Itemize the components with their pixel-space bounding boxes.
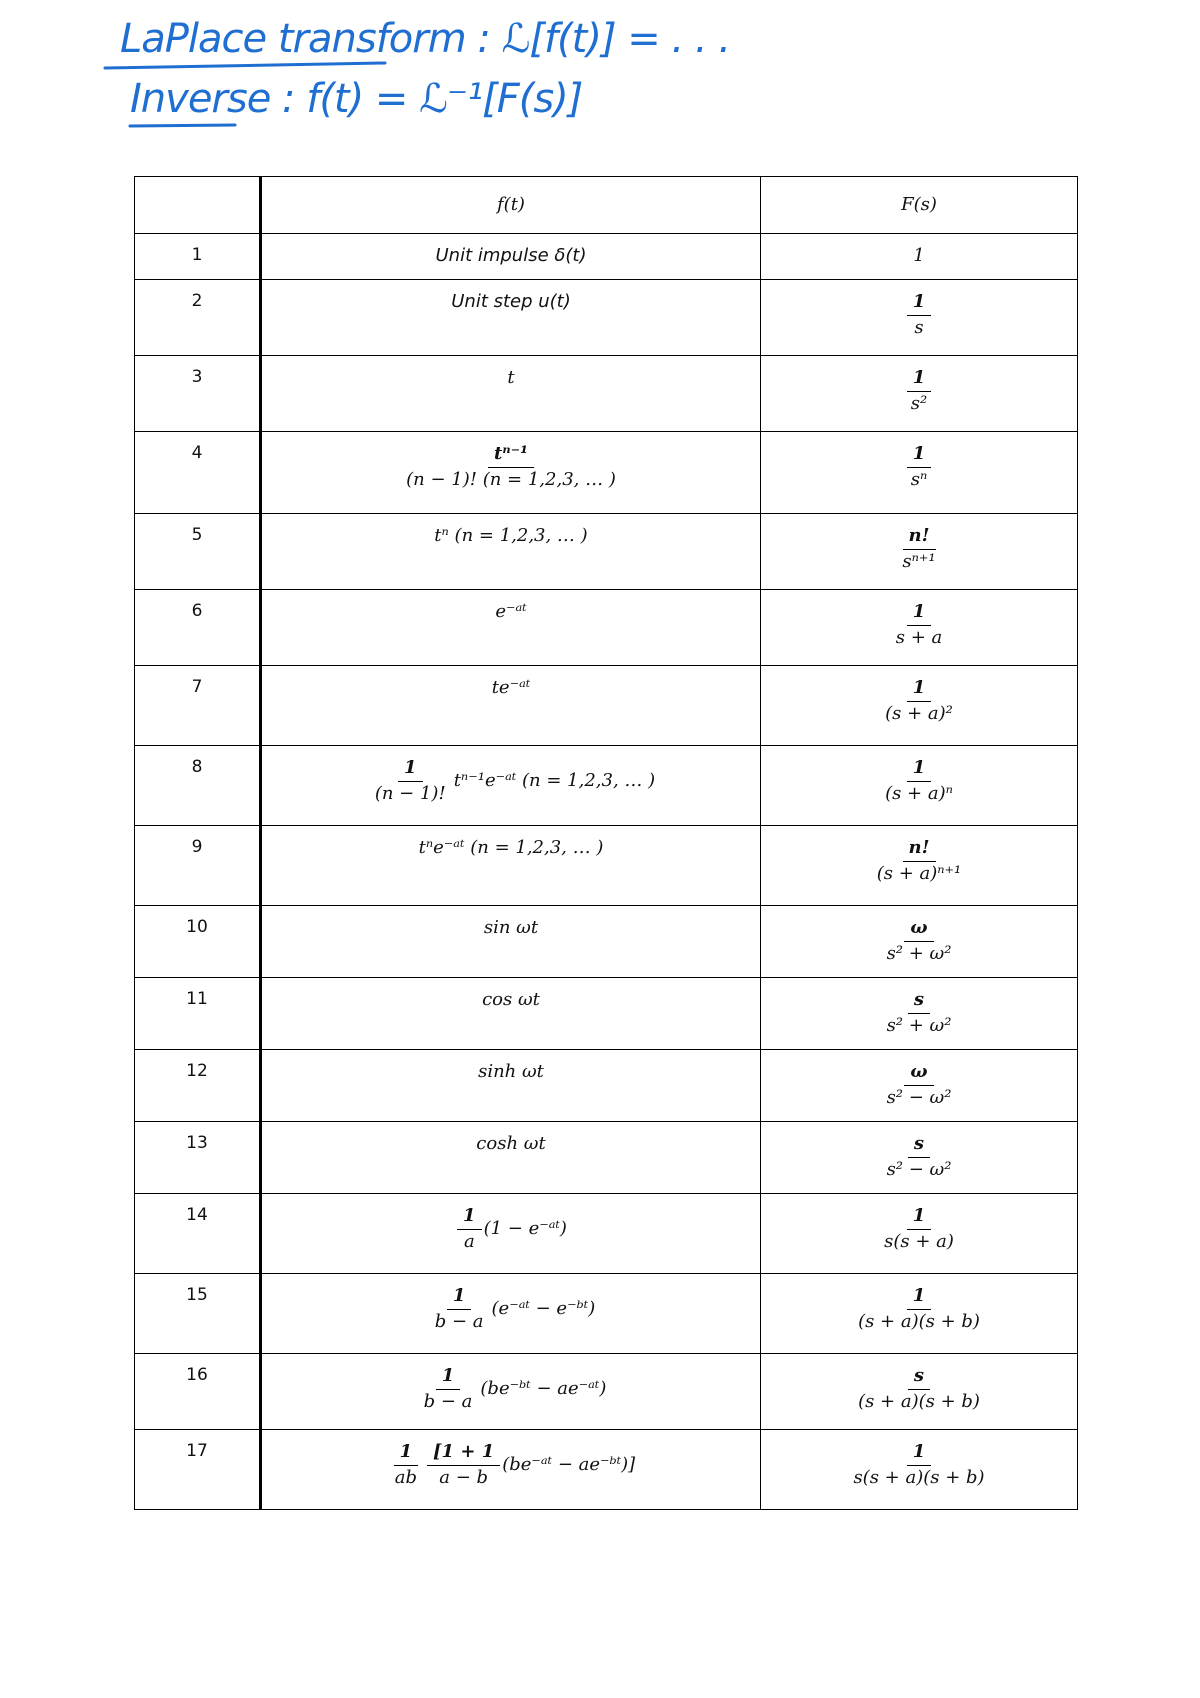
note-underline-2	[130, 125, 235, 126]
s-domain-transform: $\frac{1}{s(s + a)(s + b)}$	[761, 1430, 1078, 1510]
table-body	[135, 177, 1078, 1510]
row-number: 17	[135, 1430, 261, 1510]
s-domain-transform: $\frac{1}{s(s + a)}$	[761, 1194, 1078, 1274]
time-domain-function: $\frac{1}{ab}$ $\frac{[1 + 1}{a - b}$ (be⁻ᵃᵗ − ae⁻ᵇᵗ)]	[261, 1430, 761, 1510]
row-number: 6	[135, 590, 261, 666]
time-domain-function: $\frac{1}{a}$ (1 − e⁻ᵃᵗ)	[261, 1194, 761, 1274]
time-domain-function: Unit step u(t)	[261, 280, 761, 356]
s-domain-transform: $\frac{1}{s + a}$	[761, 590, 1078, 666]
s-domain-transform: $\frac{1}{\text{sⁿ}}$	[761, 432, 1078, 514]
table-row	[135, 666, 1078, 746]
time-domain-function: t	[261, 356, 761, 432]
s-domain-transform: $\frac{n!}{\text{sⁿ⁺¹}}$	[761, 514, 1078, 590]
handwritten-note-line-2: Inverse : f(t) = ℒ⁻¹[F(s)]	[130, 76, 583, 122]
handwritten-note-line-1: LaPlace transform : ℒ[f(t)] = . . .	[120, 16, 731, 62]
row-number: 15	[135, 1274, 261, 1354]
table-row	[135, 746, 1078, 826]
row-number: 7	[135, 666, 261, 746]
header-s-domain: F(s)	[761, 177, 1078, 234]
table-row	[135, 432, 1078, 514]
table-row	[135, 978, 1078, 1050]
table-row	[135, 1194, 1078, 1274]
table-header-row	[135, 177, 1078, 234]
table-row	[135, 826, 1078, 906]
s-domain-transform: $\frac{\omega}{\text{s² − ω²}}$	[761, 1050, 1078, 1122]
row-number: 8	[135, 746, 261, 826]
table-row	[135, 234, 1078, 280]
table-row	[135, 1274, 1078, 1354]
time-domain-function: $\frac{1}{b - a}$ (be⁻ᵇᵗ − ae⁻ᵃᵗ)	[261, 1354, 761, 1430]
row-number: 12	[135, 1050, 261, 1122]
s-domain-transform: $\frac{s}{\text{s² + ω²}}$	[761, 978, 1078, 1050]
time-domain-function: Unit impulse δ(t)	[261, 234, 761, 280]
row-number: 16	[135, 1354, 261, 1430]
table-row	[135, 1430, 1078, 1510]
time-domain-function: sin ωt	[261, 906, 761, 978]
handwritten-notes	[95, 0, 735, 140]
row-number: 5	[135, 514, 261, 590]
time-domain-function: $\frac{\text{tⁿ⁻¹}}{(n - 1)! (n = 1,2,3, \dots )}$	[261, 432, 761, 514]
table-row	[135, 1354, 1078, 1430]
table-row	[135, 514, 1078, 590]
s-domain-transform: $\frac{n!}{\text{(s + a)ⁿ⁺¹}}$	[761, 826, 1078, 906]
table-row	[135, 1050, 1078, 1122]
row-number: 3	[135, 356, 261, 432]
time-domain-function: tⁿ (n = 1,2,3, … )	[261, 514, 761, 590]
time-domain-function: cos ωt	[261, 978, 761, 1050]
time-domain-function: $\frac{1}{(n - 1)!}$ tⁿ⁻¹e⁻ᵃᵗ (n = 1,2,3, … )	[261, 746, 761, 826]
s-domain-transform: $\frac{s}{\text{s² − ω²}}$	[761, 1122, 1078, 1194]
note-underline-1	[105, 63, 385, 68]
row-number: 10	[135, 906, 261, 978]
s-domain-transform: $\frac{1}{(s + a)(s + b)}$	[761, 1274, 1078, 1354]
s-domain-transform: $\frac{\omega}{\text{s² + ω²}}$	[761, 906, 1078, 978]
table-row	[135, 590, 1078, 666]
row-number: 1	[135, 234, 261, 280]
time-domain-function: tⁿe⁻ᵃᵗ (n = 1,2,3, … )	[261, 826, 761, 906]
s-domain-transform: $\frac{1}{\text{(s + a)²}}$	[761, 666, 1078, 746]
row-number: 2	[135, 280, 261, 356]
row-number: 11	[135, 978, 261, 1050]
row-number: 9	[135, 826, 261, 906]
table-row	[135, 356, 1078, 432]
table-row	[135, 1122, 1078, 1194]
s-domain-transform: $\frac{s}{(s + a)(s + b)}$	[761, 1354, 1078, 1430]
time-domain-function: te⁻ᵃᵗ	[261, 666, 761, 746]
time-domain-function: $\frac{1}{b - a}$ (e⁻ᵃᵗ − e⁻ᵇᵗ)	[261, 1274, 761, 1354]
time-domain-function: sinh ωt	[261, 1050, 761, 1122]
table-row	[135, 280, 1078, 356]
s-domain-transform: 1	[761, 234, 1078, 280]
time-domain-function: cosh ωt	[261, 1122, 761, 1194]
time-domain-function: e⁻ᵃᵗ	[261, 590, 761, 666]
s-domain-transform: $\frac{1}{\text{(s + a)ⁿ}}$	[761, 746, 1078, 826]
header-index-cell	[135, 177, 261, 234]
s-domain-transform: $\frac{1}{s}$	[761, 280, 1078, 356]
row-number: 13	[135, 1122, 261, 1194]
laplace-transform-table	[134, 176, 1078, 1510]
s-domain-transform: $\frac{1}{\text{s²}}$	[761, 356, 1078, 432]
row-number: 14	[135, 1194, 261, 1274]
row-number: 4	[135, 432, 261, 514]
header-time-domain: f(t)	[261, 177, 761, 234]
table-row	[135, 906, 1078, 978]
